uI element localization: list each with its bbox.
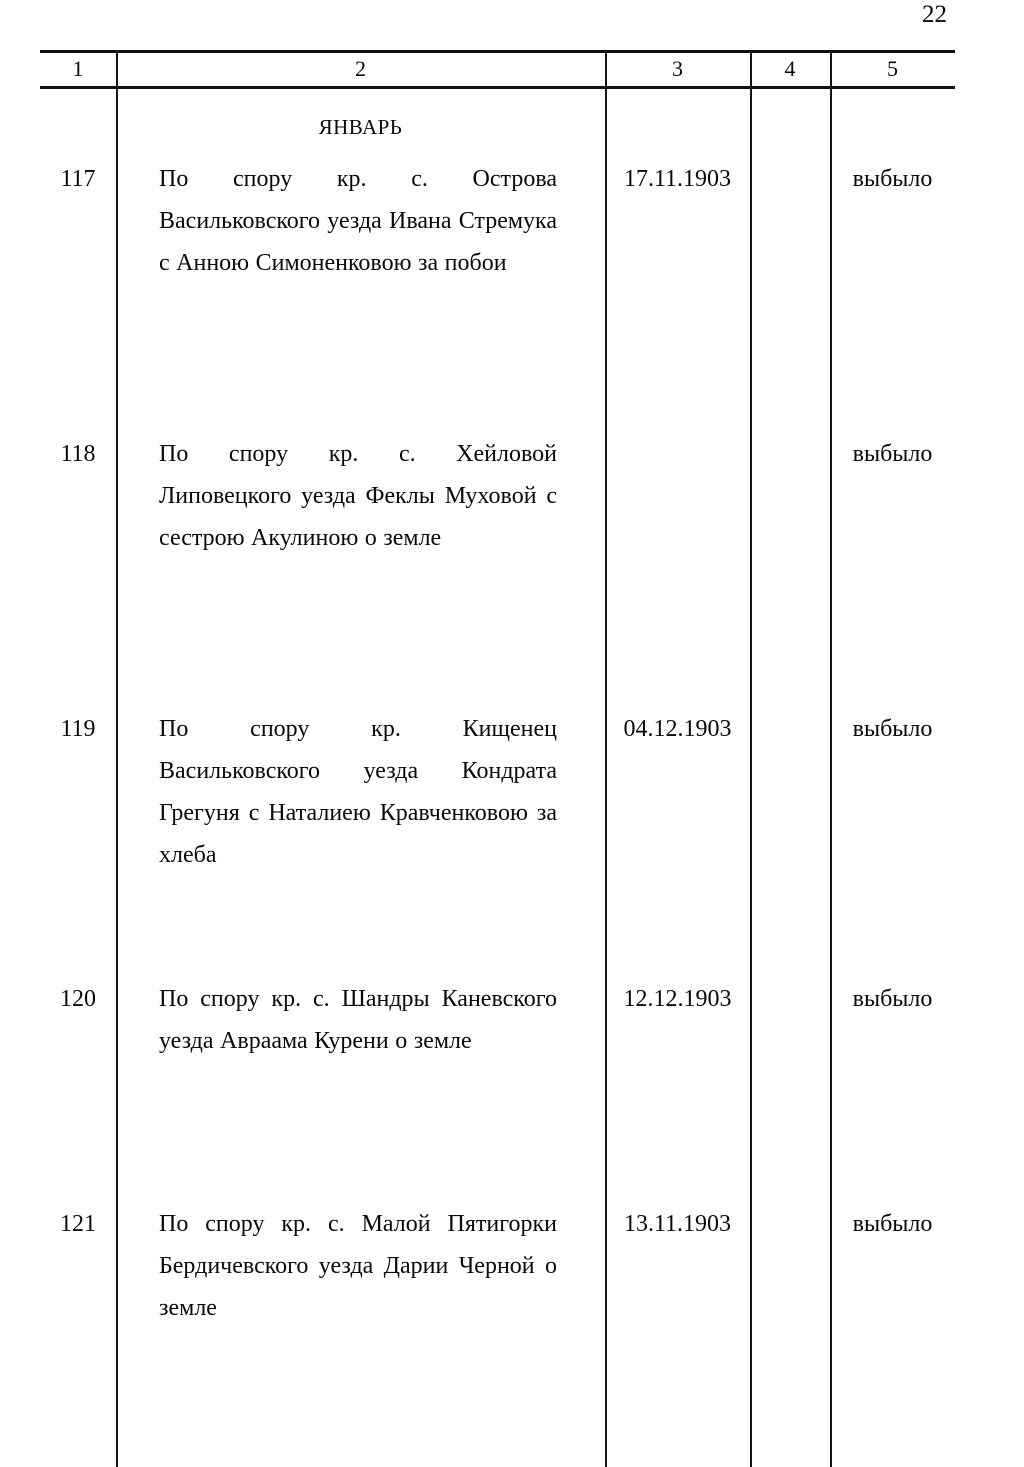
table-header-row bbox=[40, 52, 955, 86]
column-header-1: 1 bbox=[72, 56, 84, 81]
register-table bbox=[40, 50, 955, 1467]
page-number: 22 bbox=[922, 1, 947, 28]
row-number: 119 bbox=[60, 716, 96, 742]
row-status: выбыло bbox=[852, 166, 933, 192]
table-header-bottom-border bbox=[40, 86, 955, 89]
row-date: 17.11.1903 bbox=[623, 166, 732, 192]
row-number: 121 bbox=[60, 1211, 96, 1237]
row-date: 13.11.1903 bbox=[623, 1211, 732, 1237]
row-description: По спору кр. с. Шандры Каневского уезда Авраама Курени о земле bbox=[159, 986, 557, 1054]
row-status: выбыло bbox=[852, 716, 933, 742]
row-description: По спору кр. с. Острова Васильковского уезда Ивана Стремука с Анною Симоненковою за побои bbox=[159, 166, 557, 276]
row-number: 118 bbox=[60, 441, 96, 467]
row-description: По спору кр. Кищенец Васильковского уезда Кондрата Грегуня с Наталиею Кравченковою за хлеба bbox=[159, 716, 557, 868]
column-header-5: 5 bbox=[887, 56, 898, 81]
column-header-3: 3 bbox=[672, 56, 683, 81]
column-header-2: 2 bbox=[355, 56, 366, 81]
column-divider-3 bbox=[750, 50, 752, 1467]
row-number: 120 bbox=[60, 986, 96, 1012]
section-caption-month: ЯНВАРЬ bbox=[318, 115, 403, 139]
row-description: По спору кр. с. Малой Пятигорки Бердичевского уезда Дарии Черной о земле bbox=[159, 1211, 557, 1321]
column-divider-4 bbox=[830, 50, 832, 1467]
row-status: выбыло bbox=[852, 986, 933, 1012]
column-divider-2 bbox=[605, 50, 607, 1467]
row-description: По спору кр. с. Хейловой Липовецкого уезда Феклы Муховой с сестрою Акулиною о земле bbox=[159, 441, 557, 551]
row-date: 04.12.1903 bbox=[623, 716, 732, 742]
row-status: выбыло bbox=[852, 441, 933, 467]
row-date: 12.12.1903 bbox=[623, 986, 732, 1012]
row-status: выбыло bbox=[852, 1211, 933, 1237]
column-header-4: 4 bbox=[784, 56, 796, 81]
row-number: 117 bbox=[60, 166, 96, 192]
